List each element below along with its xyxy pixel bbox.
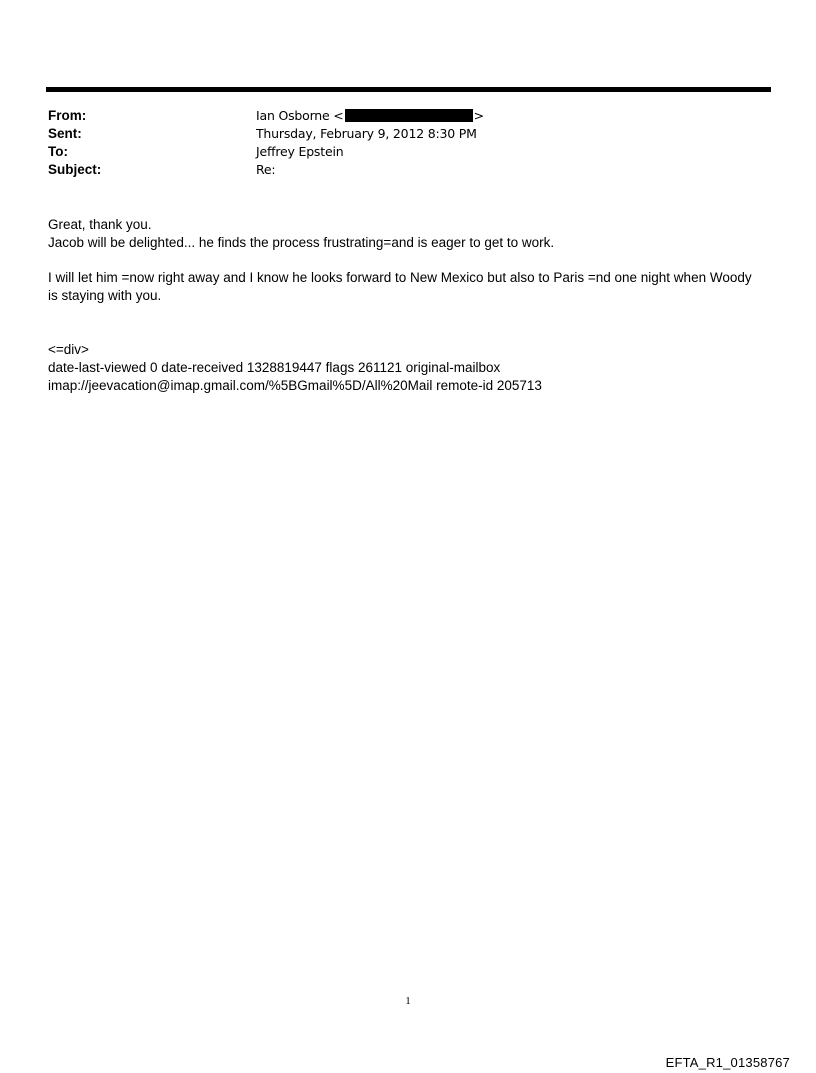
to-value: Jeffrey Epstein	[256, 144, 344, 159]
from-value	[256, 107, 484, 125]
to-label: To:	[48, 144, 68, 159]
body-line-2: Jacob will be delighted... he finds the process frustrating=and is eager to get to work.	[48, 235, 555, 250]
from-label: From:	[48, 108, 87, 123]
from-row	[48, 107, 768, 125]
email-header	[48, 107, 768, 179]
document-id: EFTA_R1_01358767	[665, 1055, 790, 1070]
from-name: Ian Osborne <	[256, 108, 344, 123]
body-line-1: Great, thank you.	[48, 217, 152, 232]
page-number: 1	[405, 995, 411, 1007]
subject-row	[48, 161, 768, 179]
metadata-line-2: imap://jeevacation@imap.gmail.com/%5BGmail%5D/All%20Mail remote-id 205713	[48, 378, 542, 393]
paragraph-gap	[48, 252, 764, 269]
sent-value: Thursday, February 9, 2012 8:30 PM	[256, 126, 477, 141]
subject-label: Subject:	[48, 162, 102, 177]
to-row	[48, 143, 768, 161]
sent-row	[48, 125, 768, 143]
div-tag-line: <=div>	[48, 342, 89, 357]
paragraph-gap	[48, 305, 764, 341]
metadata-line-1: date-last-viewed 0 date-received 1328819447 flags 261121 original-mailbox	[48, 360, 501, 375]
header-divider-rule	[46, 87, 771, 92]
subject-value: Re:	[256, 162, 276, 177]
sent-label: Sent:	[48, 126, 82, 141]
email-body	[48, 216, 764, 395]
redaction-box	[345, 109, 473, 122]
body-paragraph-2: I will let him =now right away and I know he looks forward to New Mexico but also to Paris =nd one night when Woody is staying with you.	[48, 270, 752, 303]
from-value-end: >	[473, 108, 484, 123]
